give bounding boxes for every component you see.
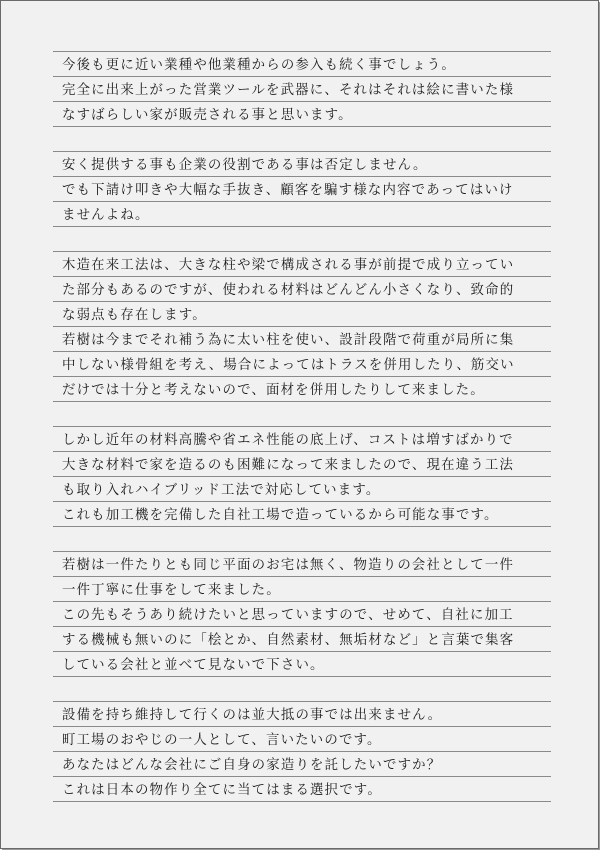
text-line: でも下請け叩きや大幅な手抜き、顧客を騙す様な内容であってはいけ [62, 183, 514, 198]
ruled-line [53, 102, 551, 127]
ruled-line [53, 252, 551, 277]
ruled-line-blank [53, 677, 551, 702]
ruled-line [53, 602, 551, 627]
ruled-line [53, 502, 551, 527]
text-line: 一件丁寧に仕事をして来ました。 [62, 583, 281, 598]
text-line: している会社と並べて見ないで下さい。 [62, 658, 325, 673]
ruled-line [53, 77, 551, 102]
ruled-line [53, 627, 551, 652]
ruled-line [53, 477, 551, 502]
text-line: 完全に出来上がった営業ツールを武器に、それはそれは絵に書いた様 [62, 83, 515, 98]
ruled-line [53, 377, 551, 402]
text-line: これは日本の物作り全てに当てはまる選択です。 [62, 783, 382, 798]
text-line: 設備を持ち維持して行くのは並大抵の事では出来ません。 [62, 708, 443, 723]
text-line: だけでは十分と考えないので、面材を併用したりして来ました。 [62, 383, 485, 398]
text-line: この先もそうあり続けたいと思っていますので、せめて、自社に加工 [62, 608, 514, 623]
text-line: しかし近年の材料高騰や省エネ性能の底上げ、コストは増すばかりで [62, 433, 514, 448]
ruled-line [53, 152, 551, 177]
text-line: た部分もあるのですが、使われる材料はどんどん小さくなり、致命的 [62, 283, 515, 298]
text-line: 中しない様骨組を考え、場合によってはトラスを併用したり、筋交い [62, 358, 515, 373]
ruled-line [53, 577, 551, 602]
ruled-line [53, 177, 551, 202]
text-line: ませんよね。 [62, 208, 150, 223]
ruled-line [53, 302, 551, 327]
ruled-line [53, 752, 551, 777]
text-line: 若樹は一件たりとも同じ平面のお宅は無く、物造りの会社として一件 [62, 558, 515, 573]
ruled-line [53, 427, 551, 452]
ruled-line [53, 727, 551, 752]
ruled-text-lines [53, 51, 551, 802]
ruled-line [53, 552, 551, 577]
ruled-line [53, 652, 551, 677]
text-line: なすばらしい家が販売される事と思います。 [62, 108, 353, 123]
ruled-line [53, 52, 551, 77]
text-line: 安く提供する事も企業の役割である事は否定しません。 [62, 158, 428, 173]
text-line: 木造在来工法は、大きな柱や梁で構成される事が前提で成り立ってい [62, 258, 515, 273]
ruled-line-blank [53, 402, 551, 427]
ruled-line [53, 277, 551, 302]
ruled-line [53, 352, 551, 377]
ruled-line-blank [53, 127, 551, 152]
ruled-line-blank [53, 227, 551, 252]
text-line: これも加工機を完備した自社工場で造っているから可能な事です。 [62, 508, 499, 523]
ruled-line [53, 702, 551, 727]
text-line: 町工場のおやじの一人として、言いたいのです。 [62, 733, 382, 748]
text-line: も取り入れハイブリッド工法で対応しています。 [62, 483, 381, 498]
text-line: する機械も無いのに「桧とか、自然素材、無垢材など」と言葉で集客 [62, 633, 515, 648]
ruled-line [53, 202, 551, 227]
text-line: 大きな材料で家を造るのも困難になって来ましたので、現在違う工法 [62, 458, 515, 473]
text-line: 今後も更に近い業種や他業種からの参入も続く事でしょう。 [62, 58, 456, 73]
ruled-line [53, 777, 551, 802]
text-line: な弱点も存在します。 [62, 308, 207, 323]
ruled-line [53, 452, 551, 477]
ruled-line-blank [53, 527, 551, 552]
ruled-line [53, 327, 551, 352]
text-line: 若樹は今までそれ補う為に太い柱を使い、設計段階で荷重が局所に集 [62, 333, 515, 348]
text-line: あなたはどんな会社にご自身の家造りを託したいですか？ [62, 758, 442, 773]
